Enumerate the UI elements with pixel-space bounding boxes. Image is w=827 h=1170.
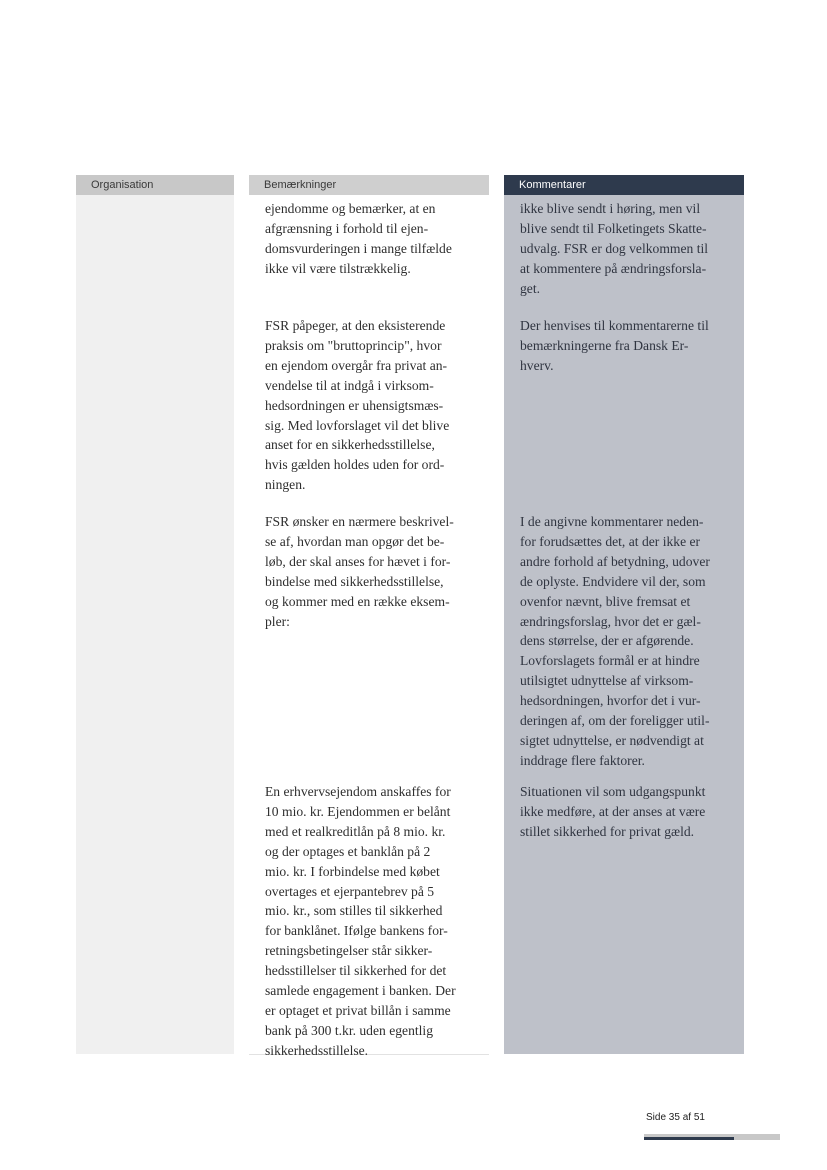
column-header-kommentarer: Kommentarer	[504, 175, 744, 195]
footer-bar-accent	[644, 1137, 734, 1140]
column-kommentarer	[504, 175, 744, 1054]
remark-paragraph-2: FSR påpeger, at den eksisterende praksis om "bruttoprincip", hvor en ejendom overgår fra privat an- vendelse til at indgå i virksom- hedsordningen er uhensigtsmæs- sig. Med lovforslaget vil det blive anset for en sikkerhedsstillelse, hvis gælden holdes uden for ord- ningen.	[265, 318, 450, 493]
page-number: Side 35 af 51	[646, 1112, 705, 1123]
column-header-bemaerkninger: Bemærkninger	[249, 175, 489, 195]
comment-paragraph-4: Situationen vil som udgangspunkt ikke medføre, at der anses at være stillet sikkerhed for privat gæld.	[520, 784, 706, 839]
comment-paragraph-2: Der henvises til kommentarerne til bemærkningerne fra Dansk Er- hverv.	[520, 318, 709, 373]
remark-paragraph-3: FSR ønsker en nærmere beskrivel- se af, hvordan man opgør det be- løb, der skal anses for hævet i for- bindelse med sikkerhedsstillelse, og kommer med en række eksem- pler:	[265, 514, 454, 629]
remark-paragraph-4: En erhvervsejendom anskaffes for 10 mio. kr. Ejendommen er belånt med et realkreditlån på 8 mio. kr. og der optages et banklån på 2 mio. kr. I forbindelse med købet overtages et ejerpantebrev på 5 mio. kr., som stilles til sikkerhed for banklånet. Ifølge bankens for- retningsbetingelser står sikker- hedsstillelser til sikkerhed for det samlede engagement i banken. Der er optaget et privat billån i samme bank på 300 t.kr. uden egentlig sikkerhedsstillelse.	[265, 784, 456, 1058]
column-bemaerkninger	[249, 175, 489, 1058]
comment-paragraph-3: I de angivne kommentarer neden- for forudsættes det, at der ikke er andre forhold af betydning, udover de oplyste. Endvidere vil der, som ovenfor nævnt, blive fremsat et ændringsforslag, hvor det er gæl- dens størrelse, der er afgørende. Lovforslagets formål er at hindre utilsigtet udnyttelse af virksom- hedsordningen, hvorfor det i vur- deringen af, om der foreligger util- sigtet udnyttelse, er nødvendigt at inddrage flere faktorer.	[520, 514, 710, 768]
remark-paragraph-1: ejendomme og bemærker, at en afgrænsning i forhold til ejen- domsvurderingen i mange tilfælde ikke vil være tilstrækkelig.	[265, 201, 452, 276]
column-header-organisation: Organisation	[76, 175, 234, 195]
comment-paragraph-1: ikke blive sendt i høring, men vil blive sendt til Folketingets Skatte- udvalg. FSR er dog velkommen til at kommentere på ændringsforsla- get.	[520, 201, 709, 296]
column-organisation	[76, 175, 234, 1054]
